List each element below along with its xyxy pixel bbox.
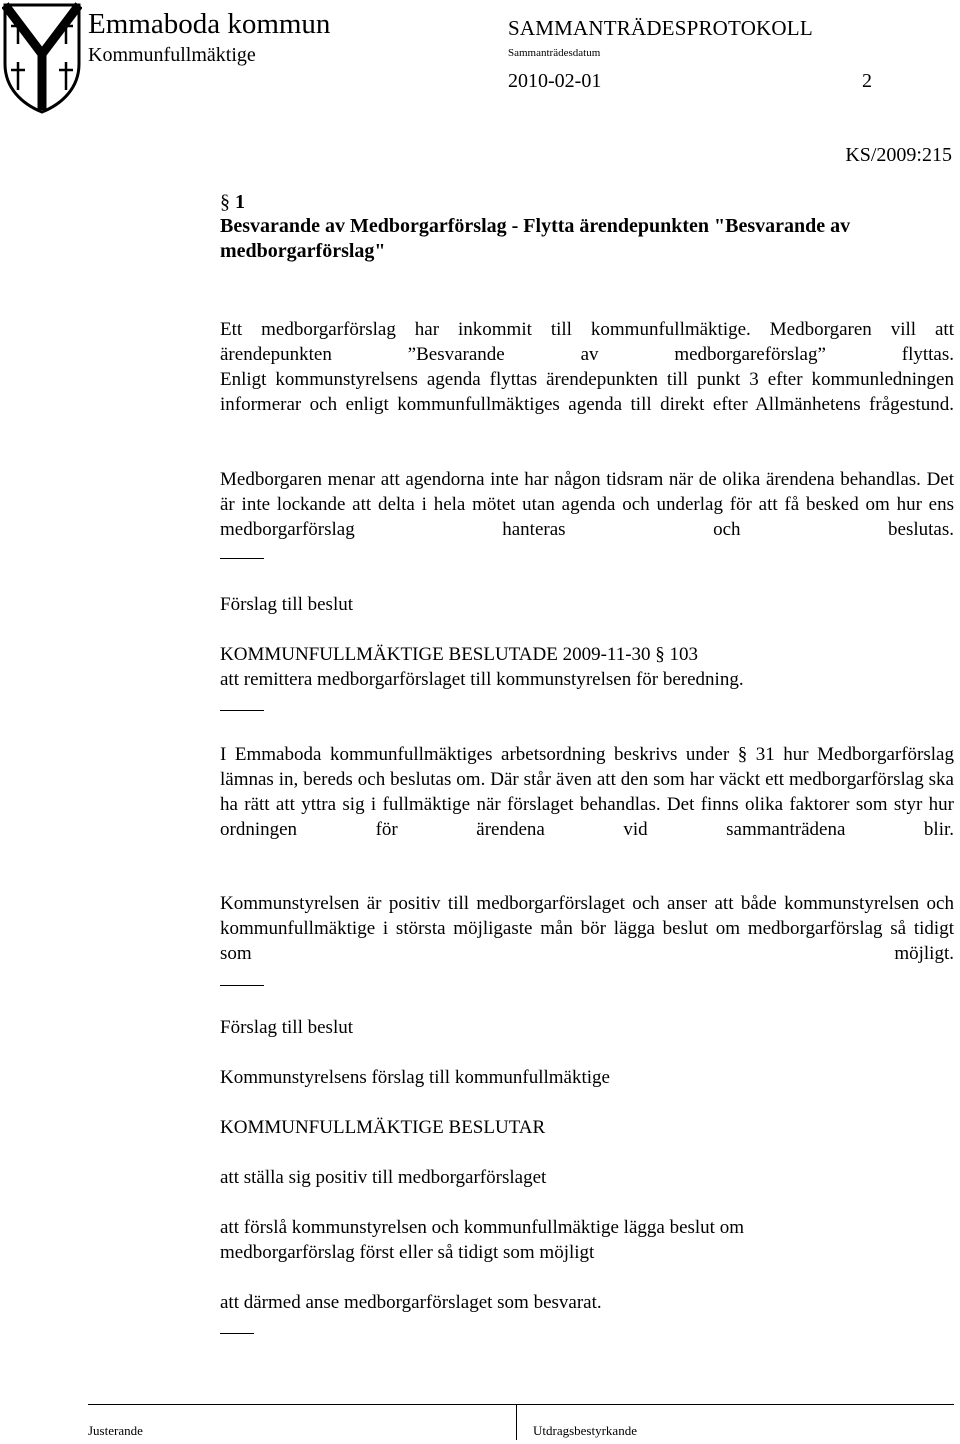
footer-signature-label-left: Justerande	[88, 1423, 143, 1438]
organisation-name: Emmaboda kommun	[88, 8, 331, 40]
footer-rule	[88, 1404, 954, 1405]
separator-rule	[220, 1333, 254, 1334]
decision-heading: KOMMUNFULLMÄKTIGE BESLUTAR	[220, 1117, 546, 1138]
board-proposal-heading: Kommunstyrelsens förslag till kommunfullmäktige	[220, 1067, 610, 1088]
page-number: 2	[862, 70, 872, 92]
separator-rule	[220, 985, 264, 986]
footer-signature-label-right: Utdragsbestyrkande	[533, 1423, 637, 1438]
separator-rule	[220, 710, 264, 711]
paragraph-intro	[220, 317, 954, 417]
decision-item: att förslå kommunstyrelsen och kommunfullmäktige lägga beslut om medborgarförslag först eller så tidigt som möjligt	[220, 1217, 744, 1263]
paragraph-text: Enligt kommunstyrelsens agenda flyttas ärendepunkten till punkt 3 efter kommunledningen informerar och enligt kommunfullmäktiges agenda till direkt efter Allmänhetens frågestund.	[220, 369, 954, 415]
decision-heading: KOMMUNFULLMÄKTIGE BESLUTADE 2009-11-30 § 103	[220, 644, 699, 665]
section-number	[220, 189, 245, 215]
separator-rule	[220, 558, 264, 559]
coat-of-arms-logo	[2, 2, 82, 114]
footer-divider	[516, 1404, 517, 1440]
case-reference: KS/2009:215	[845, 144, 952, 166]
proposal-heading: Förslag till beslut	[220, 1017, 353, 1038]
proposal-heading: Förslag till beslut	[220, 594, 353, 615]
paragraph-board-position: Kommunstyrelsen är positiv till medborgarförslaget och anser att både kommunstyrelsen och kommunfullmäktige i största möjligaste mån bör lägga beslut om medborgarförslag så tidigt som möjligt.	[220, 893, 954, 964]
paragraph-rules-of-procedure: I Emmaboda kommunfullmäktiges arbetsordning beskrivs under § 31 hur Medborgarförslag lämnas in, bereds och beslutas om. Där står även att den som har väckt ett medborgarförslag ska ha rätt att yttra sig i fullmäktige när förslaget behandlas. Det finns olika faktorer som styr hur ordningen för ärendena vid sammanträdena blir.	[220, 744, 954, 840]
section-symbol: §	[220, 191, 230, 213]
date-label: Sammanträdesdatum	[508, 47, 601, 59]
meeting-date: 2010-02-01	[508, 70, 602, 92]
decision-text: att remittera medborgarförslaget till kommunstyrelsen för beredning.	[220, 669, 744, 690]
section-title: Besvarande av Medborgarförslag - Flytta ärendepunkten "Besvarande av medborgarförslag"	[220, 215, 851, 262]
document-type: SAMMANTRÄDESPROTOKOLL	[508, 16, 813, 40]
governing-body: Kommunfullmäktige	[88, 44, 256, 66]
paragraph-citizen-opinion: Medborgaren menar att agendorna inte har någon tidsram när de olika ärendena behandlas. Det är inte lockande att delta i hela mötet utan agenda och underlag för att få besked om hur ens medborgarförslag hanteras och beslutas.	[220, 469, 954, 540]
decision-item: att ställa sig positiv till medborgarförslaget	[220, 1167, 547, 1188]
paragraph-text: Ett medborgarförslag har inkommit till kommunfullmäktige. Medborgaren vill att ärendepunkten ”Besvarande av medborgareförslag” flyttas.	[220, 319, 954, 365]
section-number-value: 1	[235, 191, 245, 213]
decision-item: att därmed anse medborgarförslaget som besvarat.	[220, 1292, 602, 1313]
